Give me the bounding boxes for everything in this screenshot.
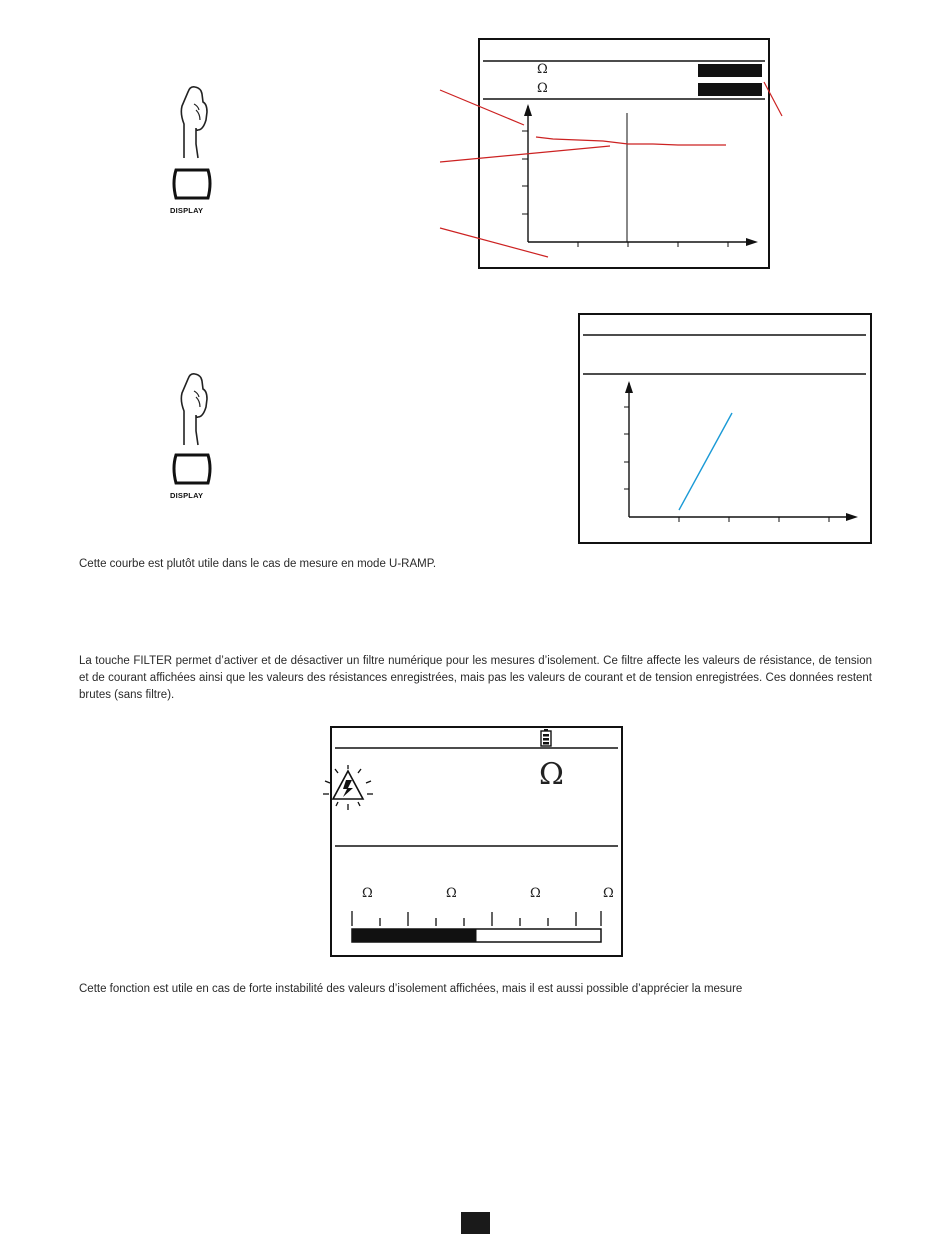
bargraph-fill [352,929,477,942]
callout-line-time [440,228,548,257]
paragraph-uramp-note: Cette courbe est plutôt utile dans le cas de mesure en mode U-RAMP. [79,558,437,570]
paragraph-filter-usage: Cette fonction est utile en cas de forte instabilité des valeurs d’isolement affichées, mais il est aussi possible d’apprécier la mesure [79,983,743,995]
paragraph-filter-description: La touche FILTER permet d’activer et de désactiver un filtre numérique pour les mesures d’isolement. Ce filtre affecte les valeurs de résistance, de tension et de courant affichées ainsi que les valeurs des résistances enregistrées, mais pas les valeurs de courant et de tension enregistrées. Ces données restent brutes (sans filtre). [79,655,872,701]
main-unit-omega: Ω [539,757,564,792]
page-number-block [461,1212,490,1234]
callout-line-value [764,82,782,116]
hand-pointer-icon [176,371,212,447]
display-button-label: DISPLAY [170,206,204,215]
scale-unit-2: Ω [446,886,457,901]
lcd-screen-ramp-curve [578,313,872,545]
high-voltage-warning-icon [322,764,376,812]
unit-label-2: Ω [537,81,548,96]
callout-lines [0,0,950,300]
display-button-label: DISPLAY [170,491,204,500]
unit-label-1: Ω [537,62,548,77]
battery-icon [540,729,552,747]
display-button[interactable] [170,452,214,488]
lcd-screen-insulation [330,726,624,958]
callout-line-curve [440,146,610,162]
callout-line-axis [440,90,524,125]
scale-unit-4: Ω [603,886,614,901]
scale-unit-3: Ω [530,886,541,901]
scale-unit-1: Ω [362,886,373,901]
